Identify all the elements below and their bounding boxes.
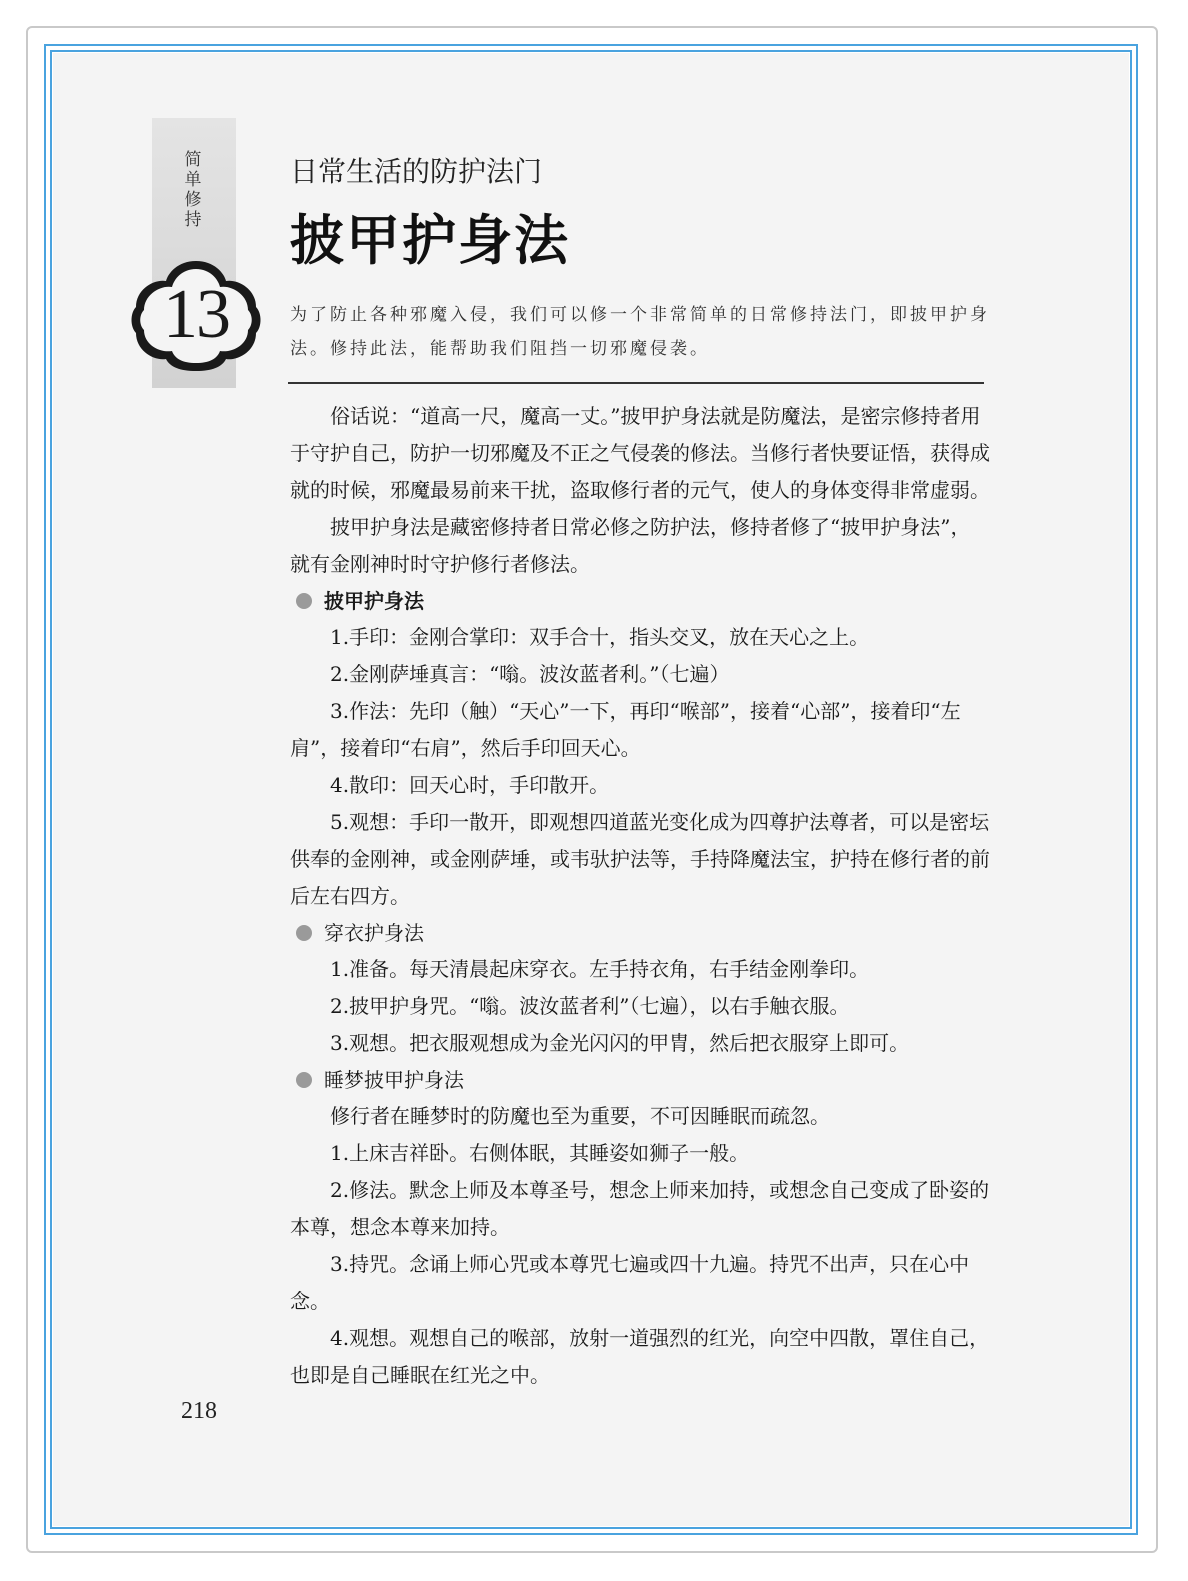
bullet-icon [296,925,312,941]
list-item: 1.上床吉祥卧。右侧体眠，其睡姿如狮子一般。 [330,1141,750,1165]
paragraph-1: 俗话说：“道高一尺，魔高一丈。”披甲护身法就是防魔法，是密宗修持者用于守护自己，防护一切邪魔及不正之气侵袭的修法。当修行者快要证悟，获得成就的时候，邪魔最易前来干扰，盗取修行者的元气，使人的身体变得非常虚弱。 [290,404,990,502]
divider-rule [288,382,984,384]
list-item: 2.披甲护身咒。“嗡。波汝蓝者利”（七遍），以右手触衣服。 [330,994,850,1018]
bullet-icon [296,593,312,609]
list-item: 5.观想：手印一散开，即观想四道蓝光变化成为四尊护法尊者，可以是密坛供奉的金刚神，或金刚萨埵，或韦驮护法等，手持降魔法宝，护持在修行者的前后左右四方。 [290,810,990,908]
body-text [290,398,990,1394]
list-item: 2.修法。默念上师及本尊圣号，想念上师来加持，或想念自己变成了卧姿的本尊，想念本尊来加持。 [290,1178,990,1239]
list-item: 4.观想。观想自己的喉部，放射一道强烈的红光，向空中四散，罩住自己，也即是自己睡眠在红光之中。 [290,1326,990,1387]
chapter-number: 13 [163,276,229,353]
list-item: 3.观想。把衣服观想成为金光闪闪的甲胄，然后把衣服穿上即可。 [330,1031,910,1055]
intro-text: 为了防止各种邪魔入侵，我们可以修一个非常简单的日常修持法门，即披甲护身法。修持此法，能帮助我们阻挡一切邪魔侵袭。 [290,305,990,359]
section-heading-2: 穿衣护身法 [296,915,996,951]
chapter-kicker: 日常生活的防护法门 [290,155,543,188]
list-item: 1.准备。每天清晨起床穿衣。左手持衣角，右手结金刚拳印。 [330,957,870,981]
list-item: 2.金刚萨埵真言：“嗡。波汝蓝者利。”（七遍） [330,662,730,686]
section-heading-3: 睡梦披甲护身法 [296,1062,996,1098]
list-item: 修行者在睡梦时的防魔也至为重要，不可因睡眠而疏忽。 [330,1104,830,1128]
list-item: 3.持咒。念诵上师心咒或本尊咒七遍或四十九遍。持咒不出声，只在心中念。 [290,1252,970,1313]
list-item: 4.散印：回天心时，手印散开。 [330,773,610,797]
list-item: 3.作法：先印（触）“天心”一下，再印“喉部”，接着“心部”，接着印“左肩”，接着印“右肩”，然后手印回天心。 [290,699,961,760]
list-item: 1.手印：金刚合掌印：双手合十，指头交叉，放在天心之上。 [330,625,870,649]
bullet-icon [296,1072,312,1088]
page-title: 披甲护身法 [290,209,570,272]
side-tab-label: 简单修持 [184,150,202,230]
page-number: 218 [181,1398,217,1424]
section-heading-1: 披甲护身法 [296,583,996,619]
paragraph-2: 披甲护身法是藏密修持者日常必修之防护法，修持者修了“披甲护身法”，就有金刚神时时守护修行者修法。 [290,515,971,576]
